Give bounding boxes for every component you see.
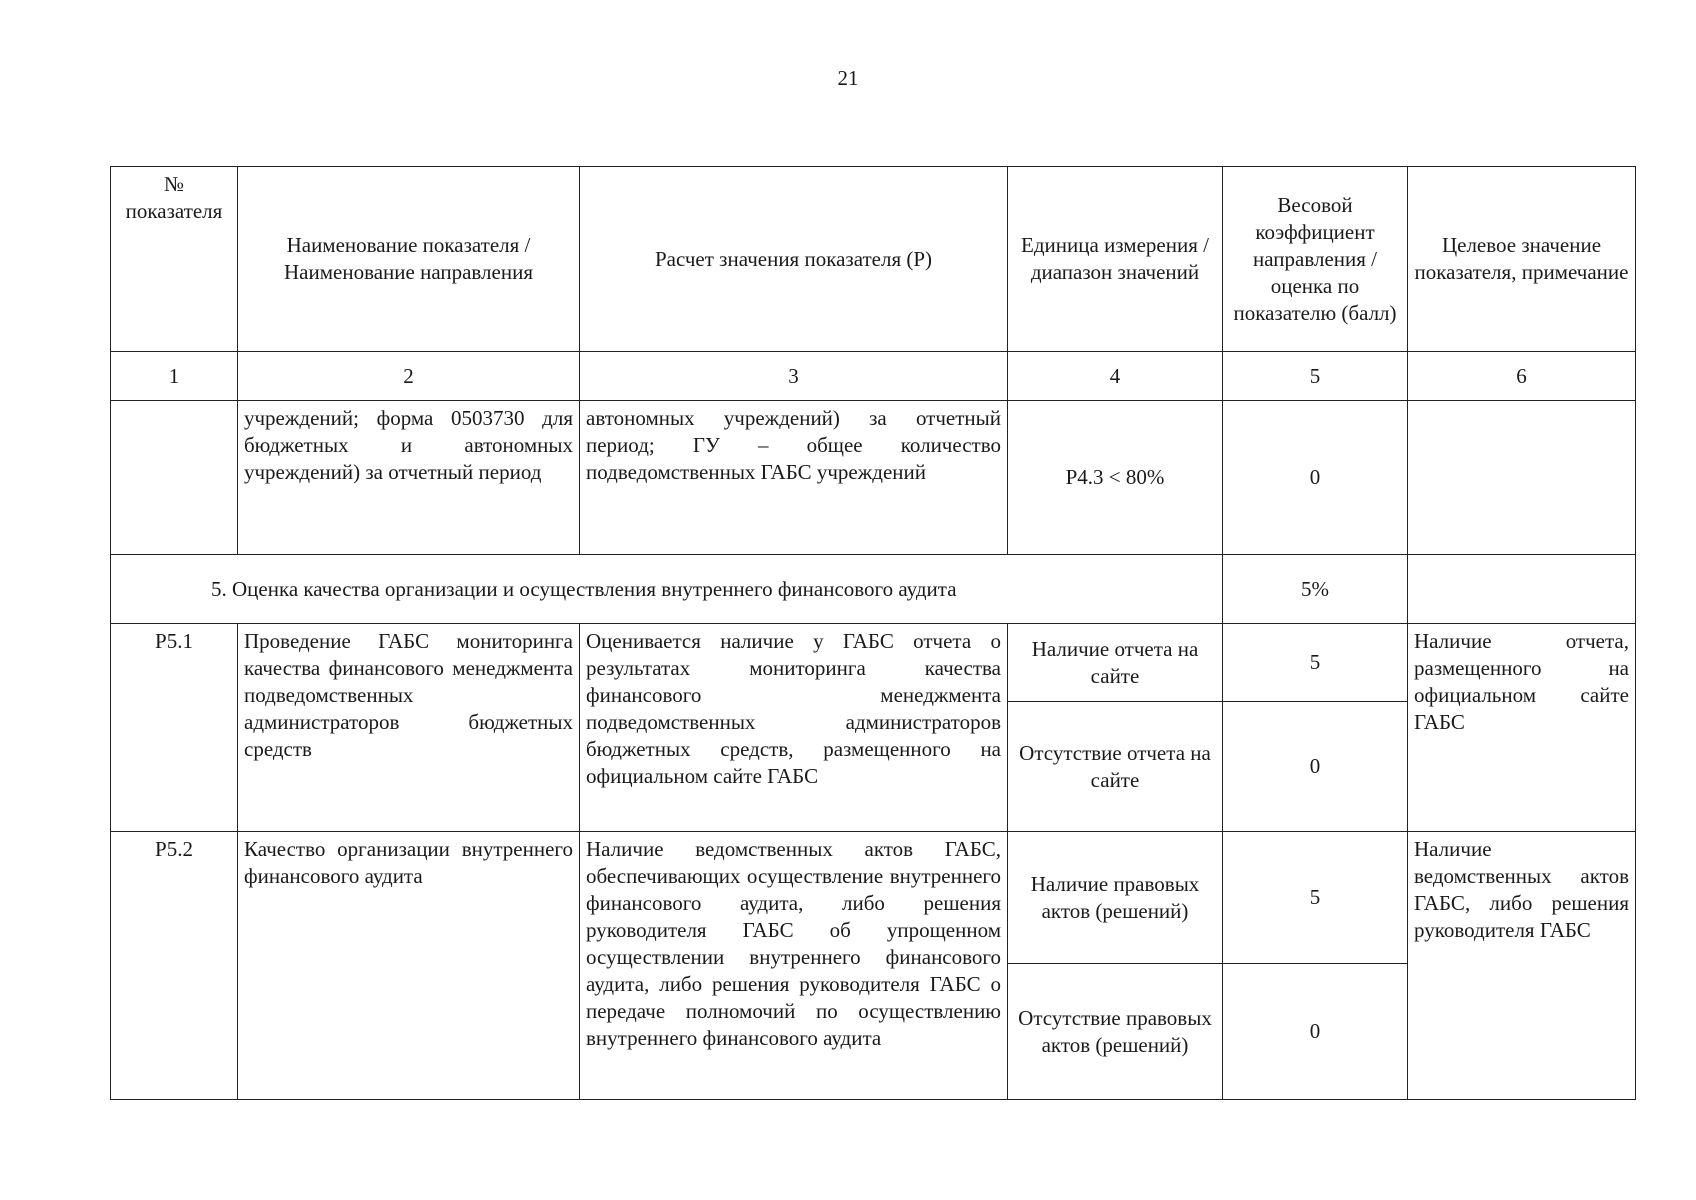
indicator-calc: Наличие ведомственных актов ГАБС, обеспечивающих осуществление внутреннего финансового аудита, либо решения руководителя ГАБС об упрощенном осуществлении внутреннего финансового аудита, либо решения руководителя ГАБС о передаче полномочий по осуществлению внутреннего финансового аудита xyxy=(580,832,1008,1100)
indicator-score: 0 xyxy=(1223,964,1408,1100)
indicator-note: Наличие отчета, размещенного на официальном сайте ГАБС xyxy=(1408,624,1636,832)
indicator-name: Качество организации внутреннего финансового аудита xyxy=(238,832,580,1100)
indicator-row-p5-1 xyxy=(111,624,1636,702)
indicator-note xyxy=(1408,401,1636,555)
indicator-range: Р4.3 < 80% xyxy=(1008,401,1223,555)
indicator-range: Наличие правовых актов (решений) xyxy=(1008,832,1223,964)
indicator-calc: автономных учреждений) за отчетный период; ГУ – общее количество подведомственных ГАБС учреждений xyxy=(580,401,1008,555)
indicator-score: 5 xyxy=(1223,832,1408,964)
header-cell: Наименование показателя / Наименование направления xyxy=(238,167,580,352)
indicator-range: Отсутствие отчета на сайте xyxy=(1008,702,1223,832)
indicator-note: Наличие ведомственных актов ГАБС, либо решения руководителя ГАБС xyxy=(1408,832,1636,1100)
column-number: 3 xyxy=(580,352,1008,401)
indicator-table xyxy=(110,166,1636,1100)
column-number: 1 xyxy=(111,352,238,401)
section-row xyxy=(111,555,1636,624)
indicator-score: 0 xyxy=(1223,702,1408,832)
table-cell xyxy=(1408,555,1636,624)
section-weight: 5% xyxy=(1223,555,1408,624)
indicator-range: Отсутствие правовых актов (решений) xyxy=(1008,964,1223,1100)
indicator-name: Проведение ГАБС мониторинга качества финансового менеджмента подведомственных администраторов бюджетных средств xyxy=(238,624,580,832)
section-title: 5. Оценка качества организации и осуществления внутреннего финансового аудита xyxy=(111,555,1223,624)
indicator-calc: Оценивается наличие у ГАБС отчета о результатах мониторинга качества финансового менеджмента подведомственных администраторов бюджетных средств, размещенного на официальном сайте ГАБС xyxy=(580,624,1008,832)
header-cell: Весовой коэффициент направления / оценка по показателю (балл) xyxy=(1223,167,1408,352)
indicator-score: 0 xyxy=(1223,401,1408,555)
page-number: 21 xyxy=(837,66,859,90)
continuation-row xyxy=(111,401,1636,555)
indicator-name: учреждений; форма 0503730 для бюджетных и автономных учреждений) за отчетный период xyxy=(238,401,580,555)
indicator-id: Р5.2 xyxy=(111,832,238,1100)
indicator-row-p5-2 xyxy=(111,832,1636,964)
table-cell xyxy=(111,401,238,555)
header-cell: Единица измерения / диапазон значений xyxy=(1008,167,1223,352)
indicator-range: Наличие отчета на сайте xyxy=(1008,624,1223,702)
indicator-id: Р5.1 xyxy=(111,624,238,832)
column-number-row xyxy=(111,352,1636,401)
header-cell: Расчет значения показателя (Р) xyxy=(580,167,1008,352)
header-cell: Целевое значение показателя, примечание xyxy=(1408,167,1636,352)
column-number: 4 xyxy=(1008,352,1223,401)
header-cell: № показателя xyxy=(111,167,238,352)
column-number: 5 xyxy=(1223,352,1408,401)
column-number: 6 xyxy=(1408,352,1636,401)
column-number: 2 xyxy=(238,352,580,401)
indicator-score: 5 xyxy=(1223,624,1408,702)
header-row xyxy=(111,167,1636,352)
